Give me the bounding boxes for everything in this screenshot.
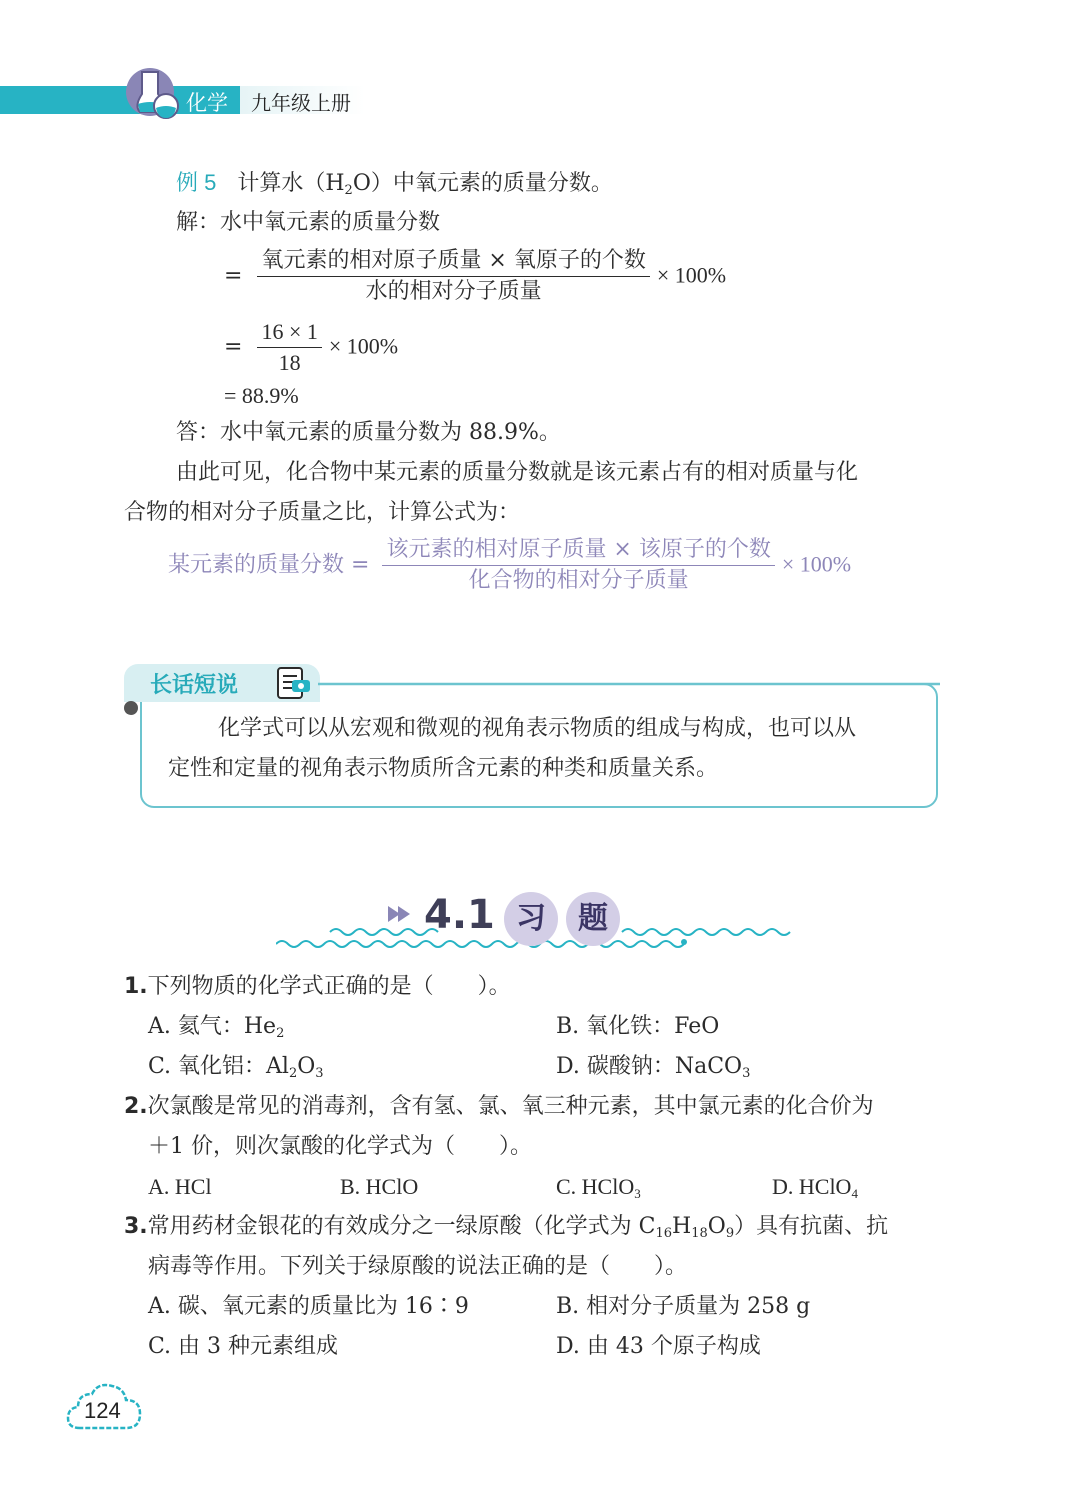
q3-option-d: D. 由 43 个原子构成	[556, 1334, 761, 1359]
question-3-line2: 病毒等作用。下列关于绿原酸的说法正确的是（ ）。	[148, 1254, 688, 1279]
summary-line2: 定性和定量的视角表示物质所含元素的种类和质量关系。	[168, 756, 719, 781]
q3-option-c: C. 由 3 种元素组成	[148, 1334, 339, 1359]
question-2-line2: ＋1 价，则次氯酸的化学式为（ ）。	[148, 1134, 532, 1159]
example-label: 例 5	[176, 170, 217, 195]
q1-option-d: D. 碳酸钠：NaCO$_3$	[556, 1054, 751, 1081]
step1-denominator: 水的相对分子质量	[257, 276, 649, 307]
summary-line1: 化学式可以从宏观和微观的视角表示物质的组成与构成，也可以从	[218, 716, 857, 741]
flask-icon	[120, 66, 184, 122]
question-3-line1: 3.常用药材金银花的有效成分之一绿原酸（化学式为 $C_{16}H_{18}O_9$）具有抗菌、抗	[124, 1214, 889, 1241]
question-2-line1: 2.次氯酸是常见的消毒剂，含有氢、氯、氧三种元素，其中氯元素的化合价为	[124, 1094, 874, 1119]
step2-denominator: 18	[257, 347, 321, 378]
exercise-char-1: 习	[504, 892, 558, 946]
formula-denominator: 化合物的相对分子质量	[382, 565, 774, 596]
step2-numerator: 16 × 1	[261, 319, 318, 344]
solution-answer: 答：水中氧元素的质量分数为 88.9%。	[176, 420, 561, 445]
q1-option-c: C. 氧化铝：$Al_2O_3$	[148, 1054, 324, 1081]
summary-tab-line	[318, 681, 940, 687]
solution-step3: = 88.9%	[224, 383, 299, 408]
q2-option-c: C. HClO$_3$	[556, 1174, 641, 1201]
summary-dot	[124, 701, 138, 715]
solution-step1: = $\frac{\text{氧元素的相对原子质量 × 氧原子的个数}}{\text{水的相对分子质量}}$ × 100%	[224, 246, 726, 307]
q3-option-b: B. 相对分子质量为 258 g	[556, 1294, 811, 1319]
conclusion-line2: 合物的相对分子质量之比，计算公式为：	[124, 500, 521, 525]
q3-option-a: A. 碳、氧元素的质量比为 16∶9	[148, 1294, 469, 1319]
example-question: 例 5 计算水$(H_2O)$中氧元素的质量分数。	[176, 170, 613, 198]
page-number: 124	[84, 1398, 121, 1423]
exercise-char-2: 题	[566, 892, 620, 946]
question-1: 1.下列物质的化学式正确的是（ ）。	[124, 974, 511, 999]
header-grade: 九年级上册	[251, 91, 351, 115]
summary-title: 长话短说	[150, 673, 239, 698]
q2-option-a: A. HCl	[148, 1174, 212, 1199]
q2-option-d: D. HClO$_4$	[772, 1174, 858, 1201]
solution-intro: 解：水中氧元素的质量分数	[176, 210, 441, 235]
step1-numerator: 氧元素的相对原子质量 × 氧原子的个数	[261, 248, 646, 273]
q1-option-b: B. 氧化铁：FeO	[556, 1014, 720, 1039]
q1-option-a: A. 氦气：$He_2$	[148, 1014, 285, 1041]
q2-option-b: B. HClO	[340, 1174, 419, 1199]
exercise-section-number: 4.1	[424, 892, 495, 938]
formula-numerator: 该元素的相对原子质量 × 该原子的个数	[386, 537, 771, 562]
notepad-icon	[274, 666, 316, 700]
general-formula: 某元素的质量分数 = $\frac{\text{该元素的相对原子质量 × 该原子的个数}}{\text{化合物的相对分子质量}}$ × 100%	[168, 535, 851, 596]
header-subject: 化学	[186, 91, 228, 115]
conclusion-line1: 由此可见，化合物中某元素的质量分数就是该元素占有的相对质量与化	[176, 460, 859, 485]
solution-step2: = $\frac{16 \times 1}{18}$ × 100%	[224, 317, 398, 378]
